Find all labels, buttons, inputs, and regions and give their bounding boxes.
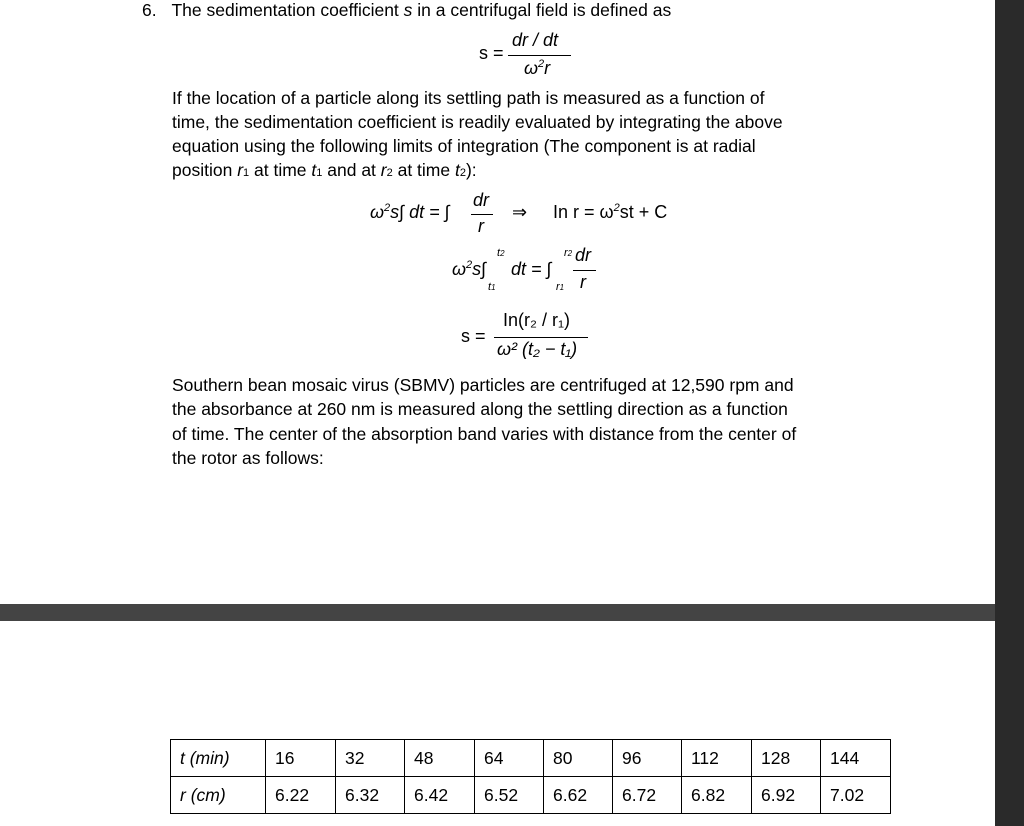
table-header-r: r (cm)	[171, 777, 266, 814]
eq2-denominator: r	[478, 216, 484, 236]
eq2-left	[370, 202, 450, 223]
p1l4-t2-sub: 2	[459, 167, 466, 179]
p1l4-t1: t	[311, 160, 317, 180]
eq1-denominator	[524, 58, 550, 79]
para1-line-1: If the location of a particle along its settling path is measured as a function of	[172, 88, 765, 108]
para1-line-2: time, the sedimentation coefficient is readily evaluated by integrating the above	[172, 112, 783, 132]
eq2-sup: 2	[384, 202, 391, 214]
eq3-hi1	[497, 247, 505, 259]
para1-line-4	[172, 158, 477, 186]
eq2-right-a: In r = ω	[553, 202, 614, 222]
eq4-lhs: s =	[461, 326, 486, 346]
para2-line-3: of time. The center of the absorption band varies with distance from the center of	[172, 424, 797, 444]
table-cell: 6.52	[475, 777, 544, 814]
eq1-fraction-bar	[508, 55, 571, 56]
problem-number: 6.	[142, 0, 157, 20]
table-cell: 96	[613, 740, 682, 777]
eq3-hi1-t: t	[497, 247, 501, 259]
page-gap	[0, 604, 995, 621]
table-cell: 6.62	[544, 777, 613, 814]
intro-text-b: in a centrifugal field is defined as	[412, 0, 672, 20]
eq1-sup: 2	[538, 58, 545, 70]
p1l4-r1: r	[237, 160, 244, 180]
table-cell: 6.72	[613, 777, 682, 814]
table-cell: 6.22	[266, 777, 336, 814]
p1l4-r1-sub: 1	[243, 167, 250, 179]
eq2-right-b: st + C	[619, 202, 668, 222]
eq4-numerator: In(r₂ / r₁)	[503, 310, 571, 330]
intro-text-a: The sedimentation coefficient	[171, 0, 404, 20]
eq3-denominator: r	[580, 272, 586, 292]
table-cell: 6.32	[336, 777, 405, 814]
intro-symbol-s: s	[403, 0, 413, 20]
eq3-lo2-r: r	[556, 281, 560, 293]
p1l4-r2-sub: 2	[386, 167, 393, 179]
para2-line-2: the absorbance at 260 nm is measured along the settling direction as a function	[172, 399, 788, 419]
para2-line-4: the rotor as follows:	[172, 448, 324, 468]
eq3-hi2	[564, 247, 572, 259]
table-cell: 128	[752, 740, 821, 777]
para2-line-1: Southern bean mosaic virus (SBMV) particles are centrifuged at 12,590 rpm and	[172, 375, 794, 395]
data-table	[170, 739, 891, 814]
table-cell: 112	[682, 740, 752, 777]
table-cell: 6.82	[682, 777, 752, 814]
eq3-lo2-sub: 1	[559, 283, 565, 292]
eq3-left	[452, 259, 486, 280]
eq3-lo1	[488, 281, 496, 293]
problem-heading	[142, 0, 671, 23]
eq1-numerator: dr / dt	[512, 30, 559, 50]
table-cell: 16	[266, 740, 336, 777]
table-cell: 32	[336, 740, 405, 777]
table-cell: 144	[821, 740, 891, 777]
table-cell: 80	[544, 740, 613, 777]
eq3-sup: 2	[466, 259, 473, 271]
p1l4-t1-sub: 1	[316, 167, 323, 179]
table-header-t: t (min)	[171, 740, 266, 777]
eq2-arrow: ⇒	[512, 202, 528, 222]
table-cell: 64	[475, 740, 544, 777]
p1l4-c: and at	[322, 160, 381, 180]
eq3-lo1-t: t	[488, 281, 492, 293]
eq3-hi1-sub: 2	[500, 249, 505, 258]
eq2-right	[553, 202, 667, 223]
p1l4-d: at time	[392, 160, 455, 180]
table-row-r	[171, 777, 891, 814]
table-cell: 7.02	[821, 777, 891, 814]
viewer-scroll-strip[interactable]	[995, 0, 1024, 826]
table-cell: 48	[405, 740, 475, 777]
eq3-s: s∫	[472, 259, 487, 279]
eq3-numerator: dr	[575, 245, 592, 265]
table-cell: 6.42	[405, 777, 475, 814]
p1l4-a: position	[172, 160, 238, 180]
eq2-sint: s∫ dt = ∫	[390, 202, 450, 222]
table-cell: 6.92	[752, 777, 821, 814]
para1-line-3: equation using the following limits of integration (The component is at radial	[172, 136, 756, 156]
p1l4-b: at time	[249, 160, 312, 180]
table-row-t	[171, 740, 891, 777]
eq3-mid: dt = ∫	[511, 259, 552, 279]
eq3-hi2-sub: 2	[567, 249, 573, 258]
eq2-right-sup: 2	[613, 202, 620, 214]
eq3-lo1-sub: 1	[491, 283, 496, 292]
p1l4-t2: t	[454, 160, 460, 180]
p1l4-e: ):	[465, 160, 477, 180]
eq3-lo2	[556, 281, 564, 293]
p1l4-r2: r	[380, 160, 387, 180]
eq1-r: r	[544, 58, 551, 78]
eq3-omega: ω	[452, 259, 467, 279]
eq2-omega: ω	[370, 202, 385, 222]
eq2-numerator: dr	[473, 190, 490, 210]
eq1-omega: ω	[524, 58, 539, 78]
eq3-hi2-r: r	[564, 247, 568, 259]
eq1-lhs: s =	[479, 43, 504, 63]
eq4-denominator: ω² (t₂ − t₁)	[497, 339, 578, 359]
